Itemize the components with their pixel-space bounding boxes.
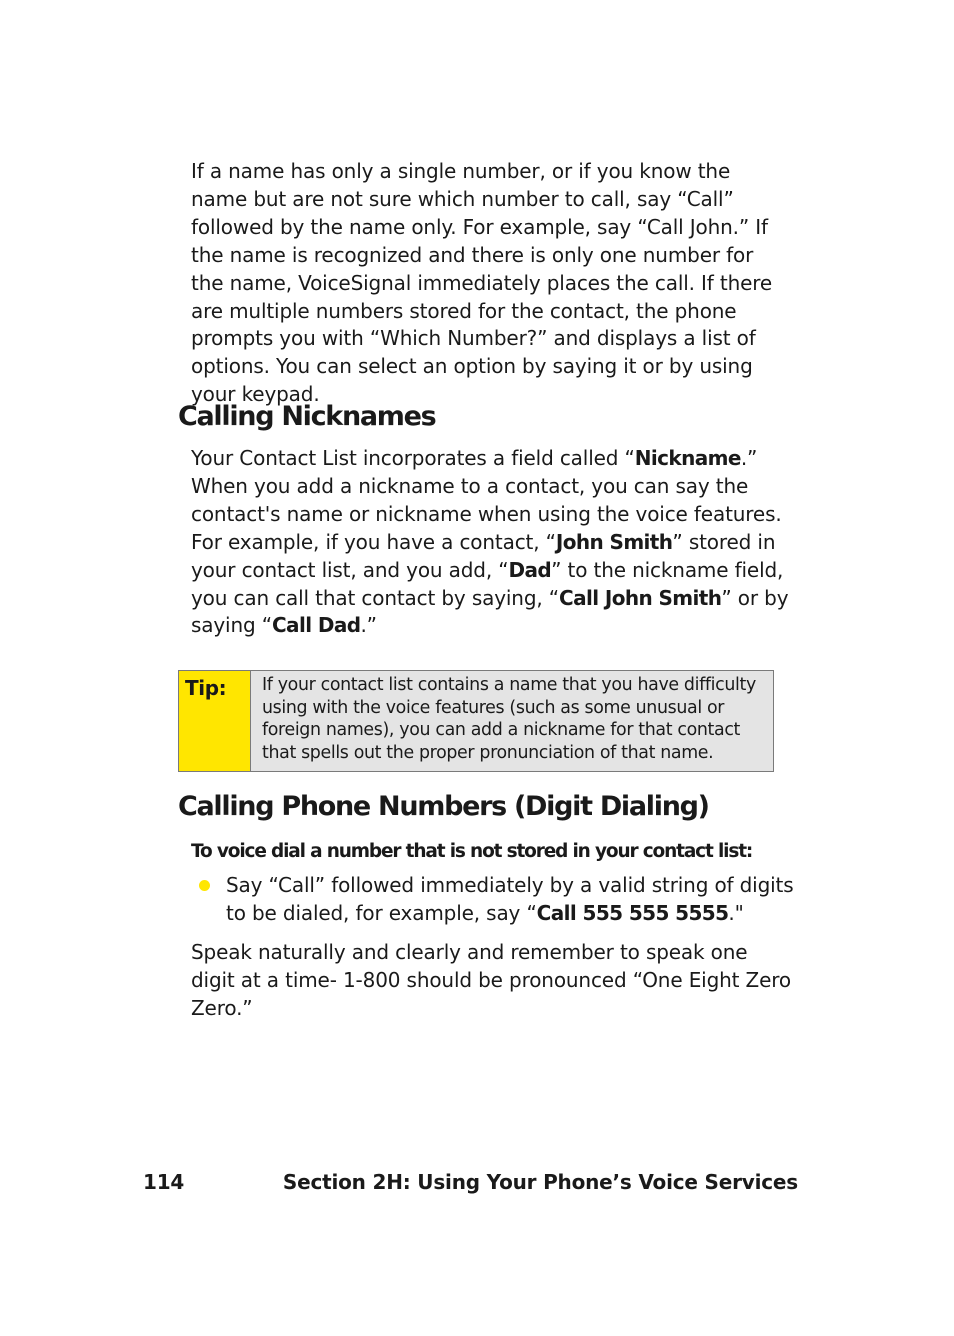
nicknames-text-4: ” to the nickname field, you can call that contact by saying, “ (191, 557, 784, 610)
nickname-example: Dad (508, 557, 552, 582)
nicknames-paragraph (191, 445, 791, 640)
bullet-item (226, 872, 796, 928)
bullet-icon (199, 880, 210, 891)
nicknames-text-3: ” stored in your contact list, and you add, “ (191, 529, 776, 582)
page-number: 114 (143, 1170, 185, 1194)
call-digits-command: Call 555 555 5555 (536, 900, 729, 925)
section-title: Section 2H: Using Your Phone’s Voice Services (282, 1170, 798, 1194)
call-nickname-command: Call Dad (271, 613, 361, 638)
tip-box (178, 670, 774, 772)
calling-nicknames-heading: Calling Nicknames (178, 401, 436, 432)
nicknames-text-6: .” (360, 613, 377, 638)
call-name-command: Call John Smith (559, 585, 722, 610)
tip-label: Tip: (179, 671, 251, 771)
tip-text: If your contact list contains a name that you have difficulty using with the voice features (such as some unusual or foreign names), you can add a nickname for that contact that spells out the proper pronunciation of that name. (251, 671, 773, 771)
nicknames-text-1: Your Contact List incorporates a field called “ (191, 446, 635, 470)
contact-name-example: John Smith (555, 529, 673, 554)
bullet-text-1: Say “Call” followed immediately by a valid string of digits to be dialed, for example, say “ (226, 873, 794, 925)
bullet-text-2: ." (728, 900, 744, 925)
closing-paragraph: Speak naturally and clearly and remember to speak one digit at a time- 1-800 should be pronounced “One Eight Zero Zero.” (191, 940, 791, 1020)
nicknames-text-2: .” When you add a nickname to a contact, you can say the contact's name or nickname when using the voice features. For example, if you have a contact, “ (191, 446, 782, 554)
nickname-field-label: Nickname (634, 446, 741, 470)
digit-dialing-subheading: To voice dial a number that is not stored in your contact list: (191, 841, 753, 862)
intro-paragraph: If a name has only a single number, or if you know the name but are not sure which number to call, say “Call” followed by the name only. For example, say “Call John.” If the name is recognized and there is only one number for the name, VoiceSignal immediately places the call. If there are multiple numbers stored for the contact, the phone prompts you with “Which Number?” and displays a list of options. You can select an option by saying it or by using your keypad. (191, 159, 773, 407)
nicknames-text-5: ” or by saying “ (191, 585, 789, 638)
digit-dialing-heading: Calling Phone Numbers (Digit Dialing) (178, 791, 709, 822)
